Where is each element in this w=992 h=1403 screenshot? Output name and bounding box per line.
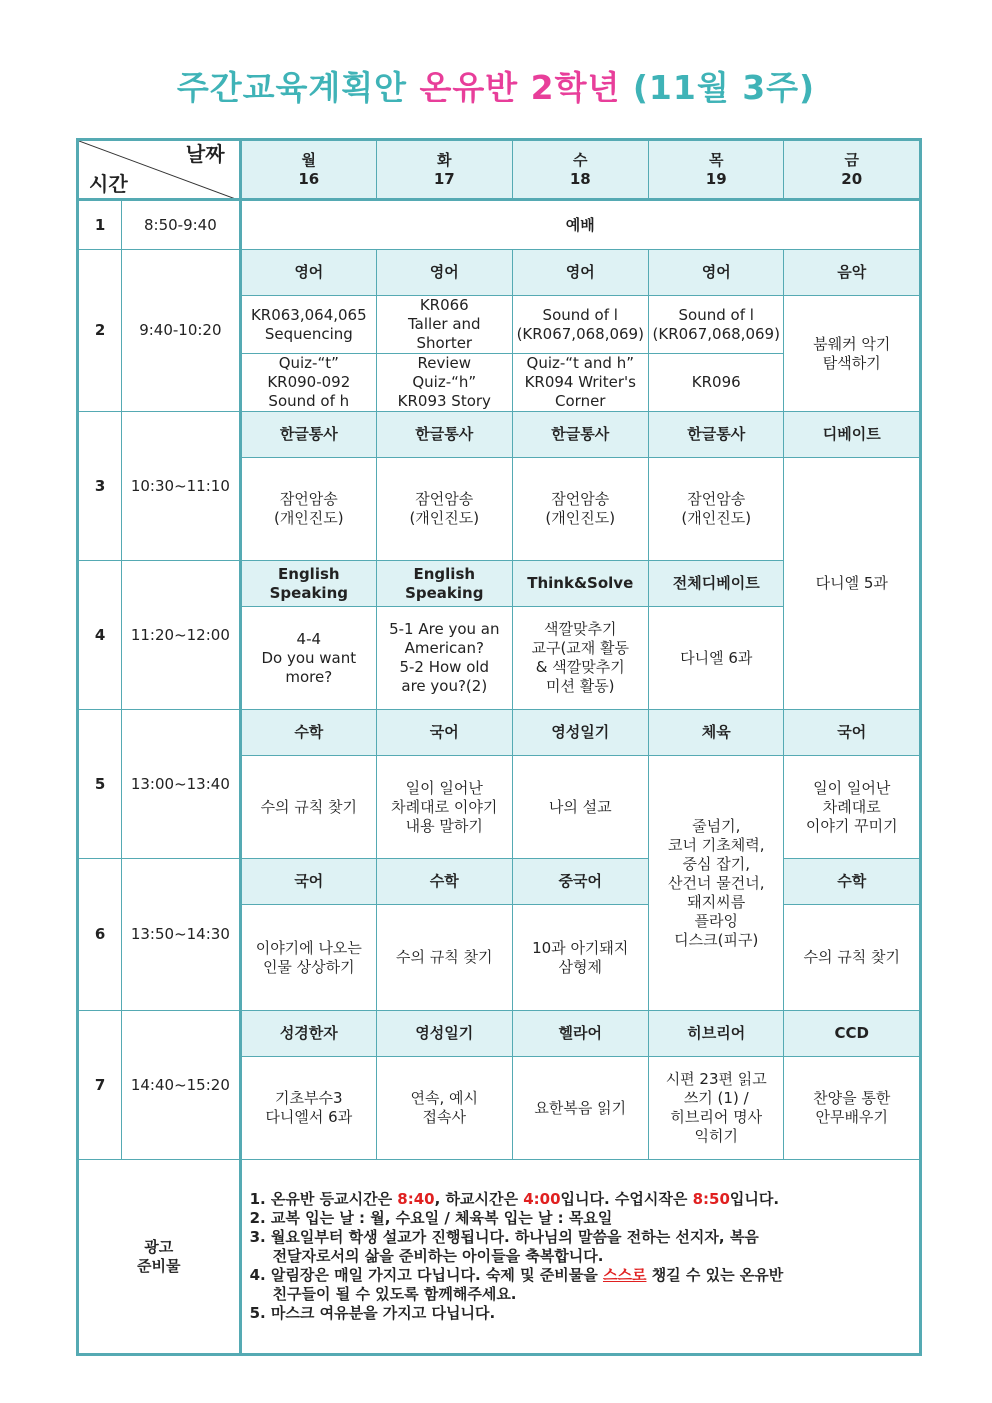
note-1: 1. 온유반 등교시간은 8:40, 하교시간은 4:00입니다. 수업시작은 8:50입니다. [249,1190,780,1208]
worship-cell: 예배 [240,200,920,250]
title-class: 온유반 2학년 [419,68,621,107]
subject-cell: 수학 [784,859,921,905]
lesson-cell: Quiz-“t and h” KR094 Writer's Corner [512,354,648,412]
period-number: 6 [78,859,122,1011]
lesson-cell: 10과 아기돼지 삼형제 [512,905,648,1011]
lesson-cell: Quiz-“t” KR090-092 Sound of h [240,354,376,412]
subject-cell: 전체디베이트 [649,561,784,607]
lesson-cell: 이야기에 나오는 인물 상상하기 [240,905,376,1011]
time-label: 시간 [89,172,128,196]
period-number: 5 [78,710,122,859]
lesson-cell: 나의 설교 [512,756,648,859]
date-label: 날짜 [185,142,225,166]
lesson-cell: 찬양을 통한 안무배우기 [784,1057,921,1160]
period-time: 13:00~13:40 [122,710,240,859]
subject-cell: CCD [784,1011,921,1057]
period-time: 8:50-9:40 [122,200,240,250]
note-3-cont: 전달자로서의 삶을 준비하는 아이들을 축복합니다. [272,1247,604,1265]
subject-cell: 국어 [240,859,376,905]
subject-cell: 수학 [377,859,512,905]
subject-cell: Think&Solve [512,561,648,607]
lesson-cell: 기초부수3 다니엘서 6과 [240,1057,376,1160]
period-time: 9:40-10:20 [122,250,240,412]
period-time: 10:30~11:10 [122,412,240,561]
schedule-table [76,138,922,1356]
period-time: 11:20~12:00 [122,561,240,710]
lesson-cell: 수의 규칙 찾기 [377,905,512,1011]
lesson-cell: KR066 Taller and Shorter [377,296,512,354]
period-number: 3 [78,412,122,561]
subject-cell: 성경한자 [240,1011,376,1057]
pe-cell: 줄넘기, 코너 기초체력, 중심 잡기, 산건너 물건너, 돼지씨름 플라잉 디스크(피구) [649,756,784,1011]
title-main: 주간교육계획안 [176,68,407,107]
subject-cell: 체육 [649,710,784,756]
subject-cell: 헬라어 [512,1011,648,1057]
lesson-cell: 붐웨커 악기 탐색하기 [784,296,921,412]
subject-cell: 디베이트 [784,412,921,458]
lesson-cell: 4-4 Do you want more? [240,607,376,710]
lesson-cell: 잠언암송 (개인진도) [512,458,648,561]
subject-cell: 중국어 [512,859,648,905]
period-number: 4 [78,561,122,710]
subject-cell: 음악 [784,250,921,296]
note-5: 5. 마스크 여유분을 가지고 다닙니다. [249,1304,496,1322]
subject-cell: 영어 [240,250,376,296]
title-week: (11월 3주) [632,68,816,107]
notes-content [240,1160,920,1355]
day-header-thu: 목 19 [649,140,784,200]
lesson-cell: 수의 규칙 찾기 [240,756,376,859]
subject-cell: 영어 [512,250,648,296]
corner-header [78,140,241,200]
subject-cell: 한글통사 [512,412,648,458]
lesson-cell: 다니엘 5과 [784,458,921,710]
lesson-cell: 요한복음 읽기 [512,1057,648,1160]
lesson-cell: KR096 [649,354,784,412]
lesson-cell: 잠언암송 (개인진도) [240,458,376,561]
lesson-cell: KR063,064,065 Sequencing [240,296,376,354]
period-time: 13:50~14:30 [122,859,240,1011]
day-header-wed: 수 18 [512,140,648,200]
lesson-cell: 색깔맞추기 교구(교재 활동 & 색깔맞추기 미션 활동) [512,607,648,710]
subject-cell: 영성일기 [512,710,648,756]
subject-cell: English Speaking [377,561,512,607]
subject-cell: 영어 [377,250,512,296]
subject-cell: 수학 [240,710,376,756]
period-number: 1 [78,200,122,250]
lesson-cell: Review Quiz-“h” KR093 Story [377,354,512,412]
subject-cell: 한글통사 [240,412,376,458]
note-2: 2. 교복 입는 날 : 월, 수요일 / 체육복 입는 날 : 목요일 [249,1209,613,1227]
subject-cell: 영어 [649,250,784,296]
period-number: 2 [78,250,122,412]
subject-cell: English Speaking [240,561,376,607]
lesson-cell: 5-1 Are you an American? 5-2 How old are you?(2) [377,607,512,710]
lesson-cell: 일이 일어난 차례대로 이야기 꾸미기 [784,756,921,859]
notes-label: 광고 준비물 [78,1160,241,1355]
lesson-cell: Sound of l (KR067,068,069) [512,296,648,354]
day-header-fri: 금 20 [784,140,921,200]
subject-cell: 한글통사 [649,412,784,458]
note-4-cont: 친구들이 될 수 있도록 함께해주세요. [272,1285,517,1303]
lesson-cell: Sound of l (KR067,068,069) [649,296,784,354]
lesson-cell: 다니엘 6과 [649,607,784,710]
lesson-cell: 잠언암송 (개인진도) [649,458,784,561]
note-3: 3. 월요일부터 학생 설교가 진행됩니다. 하나님의 말씀을 전하는 선지자, 복음 [249,1228,759,1246]
lesson-cell: 수의 규칙 찾기 [784,905,921,1011]
period-time: 14:40~15:20 [122,1011,240,1160]
day-header-mon: 월 16 [240,140,376,200]
lesson-cell: 시편 23편 읽고 쓰기 (1) / 히브리어 명사 익히기 [649,1057,784,1160]
subject-cell: 국어 [377,710,512,756]
period-number: 7 [78,1011,122,1160]
subject-cell: 히브리어 [649,1011,784,1057]
note-4: 4. 알림장은 매일 가지고 다닙니다. 숙제 및 준비물을 스스로 챙길 수 있는 온유반 [249,1266,784,1284]
page-title [0,62,992,109]
subject-cell: 국어 [784,710,921,756]
subject-cell: 영성일기 [377,1011,512,1057]
lesson-cell: 연속, 예시 접속사 [377,1057,512,1160]
lesson-cell: 일이 일어난 차례대로 이야기 내용 말하기 [377,756,512,859]
day-header-tue: 화 17 [377,140,512,200]
lesson-cell: 잠언암송 (개인진도) [377,458,512,561]
subject-cell: 한글통사 [377,412,512,458]
